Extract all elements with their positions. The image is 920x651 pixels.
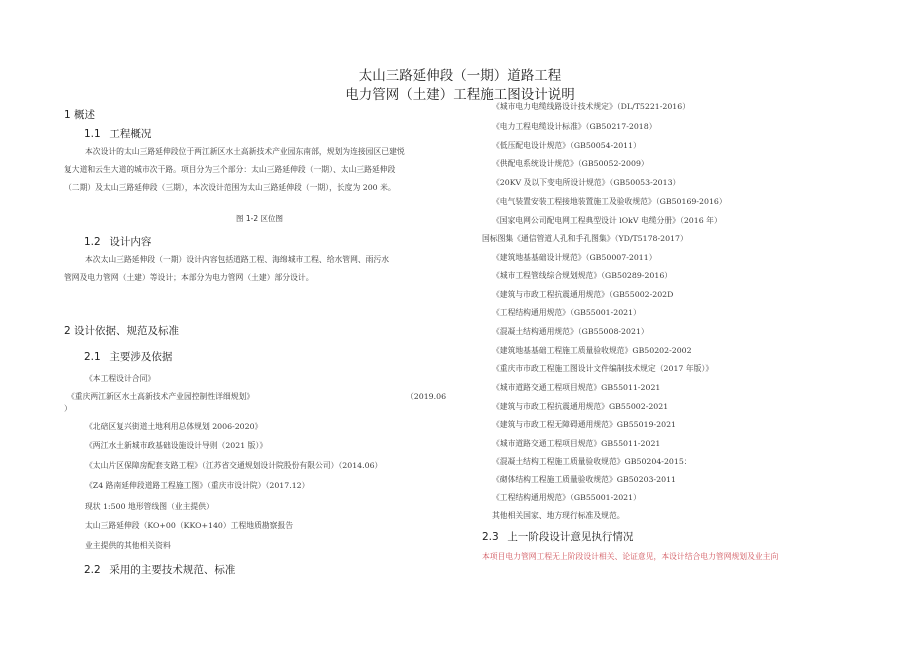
section-number: 2.3 [482, 531, 499, 543]
standard-item: 《城市工程管线综合规划规范》（GB50289-2016） [492, 271, 673, 280]
standard-item: 国标图集《通信管道人孔和手孔图集》（YD/T5178-2017） [482, 234, 688, 243]
standard-item: 《混凝土结构通用规范》（GB55008-2021） [492, 327, 649, 336]
standard-item: 《混凝土结构工程施工质量验收规范》GB50204-2015： [492, 457, 692, 466]
section-1-heading: 1 概述 [64, 109, 96, 121]
section-title: 上一阶段设计意见执行情况 [507, 531, 634, 543]
reference-item: 《Z4 路南延伸段道路工程施工图》（重庆市设计院）（2017.12） [85, 481, 310, 490]
document-title-line2: 电力管网（土建）工程施工图设计说明 [345, 87, 575, 103]
standard-item: 《供配电系统设计规范》（GB50052-2009） [492, 159, 649, 168]
section-title: 工程概况 [109, 128, 152, 140]
standard-item: 《建筑地基基础工程施工质量验收规范》GB50202-2002 [492, 346, 692, 355]
paragraph-line: 管网及电力管网（土建）等设计；本部分为电力管网（土建）部分设计。 [64, 273, 314, 282]
paragraph-line: 本次太山三路延伸段（一期）设计内容包括道路工程、海绵城市工程、给水管网、雨污水 [85, 255, 390, 264]
standard-item: 《工程结构通用规范》（GB55001-2021） [492, 308, 641, 317]
paragraph-line: 复大道和云生大道的城市次干路。项目分为三个部分：太山三路延伸段（一期）、太山三路延伸段 [64, 165, 396, 174]
reference-item: 《本工程设计合同》 [85, 374, 156, 383]
reference-item: 业主提供的其他相关资料 [85, 541, 171, 550]
paragraph-line: （二期）及太山三路延伸段（三期），本次设计范围为太山三路延伸段（一期），长度为 200 米。 [64, 183, 396, 192]
section-2-3-heading [482, 529, 633, 544]
reference-item-year: （2019.06 [406, 392, 447, 401]
document-title-line1: 太山三路延伸段（一期）道路工程 [358, 68, 562, 84]
standard-item: 《建筑与市政工程无障碍通用规范》GB55019-2021 [492, 420, 676, 429]
paragraph-line: 本次设计的太山三路延伸段位于两江新区水土高新技术产业园东南部，规划为连接园区已建悦 [85, 147, 405, 156]
standard-item: 《城市电力电缆线路设计技术规定》（DL/T5221-2016） [492, 102, 691, 111]
section-number: 2.1 [84, 351, 101, 363]
standard-item: 《国家电网公司配电网工程典型设计 lOkV 电缆分册》（2016 年） [492, 216, 722, 225]
standard-item: 其他相关国家、地方现行标准及规范。 [492, 511, 625, 520]
reference-item: 现状 1:500 地形管线图（业主提供） [85, 502, 214, 511]
standard-item: 《20KV 及以下变电所设计规范》（GB50053-2013） [492, 178, 681, 187]
reference-item: 《重庆两江新区水土高新技术产业园控制性详细规划》 [67, 392, 255, 401]
standard-item: 《砌体结构工程施工质量验收规范》GB50203-2011 [492, 475, 676, 484]
section-title: 采用的主要技术规范、标准 [109, 564, 236, 576]
section-1-2-heading [84, 234, 151, 249]
reference-item: 《太山片区保障房配套支路工程》（江苏省交通规划设计院股份有限公司）（2014.06） [85, 461, 383, 470]
standard-item: 《低压配电设计规范》（GB50054-2011） [492, 141, 641, 150]
reference-item-close: ） [64, 404, 72, 413]
section-number: 2.2 [84, 564, 101, 576]
figure-caption: 图 1-2 区位图 [236, 214, 284, 223]
section-2-1-heading [84, 349, 172, 364]
reference-item: 太山三路延伸段（KO+00（KKO+140）工程地质勘察报告 [85, 521, 294, 530]
standard-item: 《建筑地基基础设计规范》（GB50007-2011） [492, 253, 657, 262]
section-number: 1.1 [84, 128, 101, 140]
standard-item: 《建筑与市政工程抗震通用规范》GB55002-2021 [492, 402, 669, 411]
section-1-1-heading [84, 126, 151, 141]
section-2-heading: 2 设计依据、规范及标准 [64, 325, 180, 337]
standard-item: 《城市道路交通工程项目规范》GB55011-2021 [492, 439, 661, 448]
section-2-3-note: 本项目电力管网工程无上阶段设计相关、论证意见，本设计结合电力管网规划及业主向 [482, 552, 779, 561]
reference-item: 《北碚区复兴街道土地利用总体规划 2006-2020》 [85, 422, 263, 431]
standard-item: 《城市道路交通工程项目规范》GB55011-2021 [492, 383, 661, 392]
section-2-2-heading [84, 562, 235, 577]
standard-item: 《重庆市市政工程施工图设计文件编制技术规定（2017 年版）》 [492, 364, 714, 373]
standard-item: 《建筑与市政工程抗震通用规范》（GB55002-202D [492, 290, 674, 299]
section-title: 设计内容 [109, 236, 152, 248]
section-title: 主要涉及依据 [109, 351, 173, 363]
standard-item: 《电气装置安装工程接地装置施工及验收规范》（GB50169-2016） [492, 197, 727, 206]
section-number: 1.2 [84, 236, 101, 248]
standard-item: 《工程结构通用规范》（GB55001-2021） [492, 493, 641, 502]
reference-item: 《两江水土新城市政基础设施设计导则（2021 版）》 [85, 441, 268, 450]
standard-item: 《电力工程电缆设计标准》（GB50217-2018） [492, 122, 657, 131]
